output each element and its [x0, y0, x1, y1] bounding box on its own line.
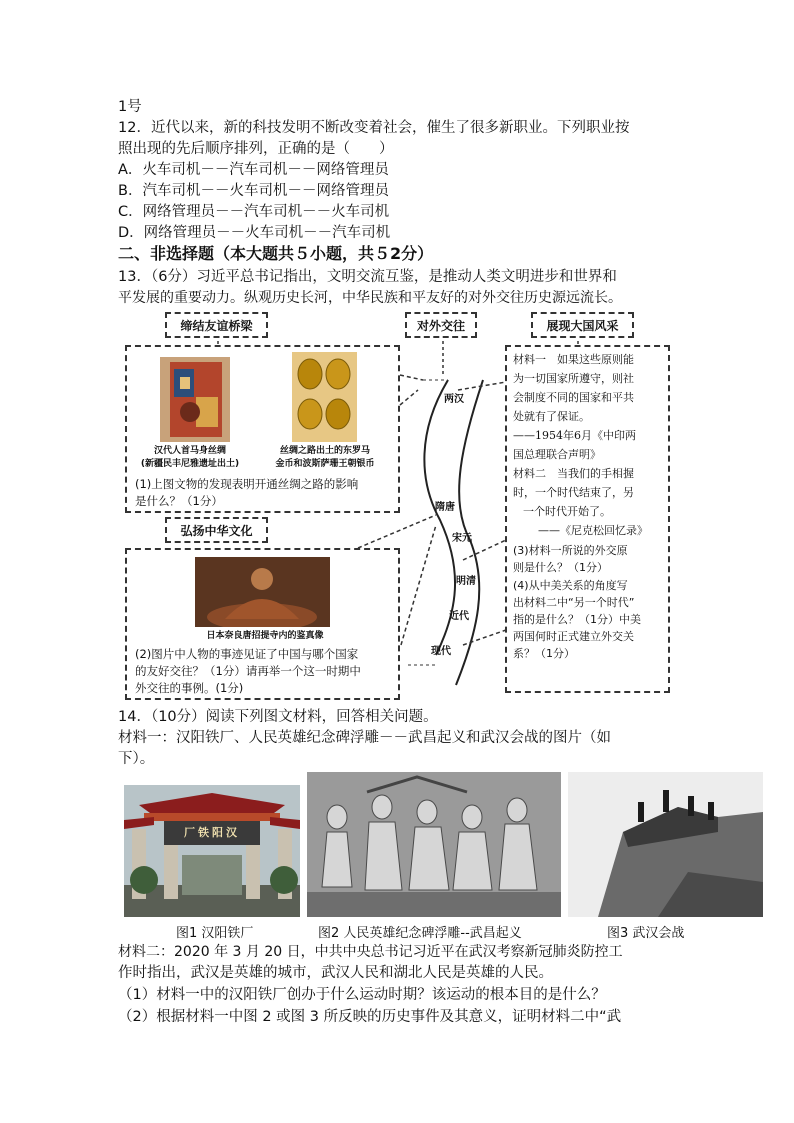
hanyang-ironworks-photo [124, 785, 300, 917]
q14-stem: 14．（10分）阅读下列图文材料，回答相关问题。 [118, 709, 438, 725]
figure2-caption: 图2 人民英雄纪念碑浮雕--武昌起义 [318, 926, 522, 941]
artifact2-caption: 丝绸之路出土的东罗马 金币和波斯萨珊王朝银币 [275, 446, 375, 469]
q13-stem-line1: 13．（6分）习近平总书记指出，文明交流互鉴，是推动人类文明进步和世界和 [118, 269, 617, 285]
monument-relief-photo [307, 772, 561, 917]
q12-stem-line1: 12．近代以来，新的科技发明不断改变着社会，催生了很多新职业。下列职业按 [118, 120, 630, 136]
q14-material2-line2: 作时指出，武汉是英雄的城市，武汉人民和湖北人民是英雄的人民。 [118, 965, 553, 981]
q12-option-b: B．汽车司机－－火车司机－－网络管理员 [118, 183, 389, 199]
q14-subquestion1: （1）材料一中的汉阳铁厂创办于什么运动时期？该运动的根本目的是什么？ [118, 987, 606, 1003]
q13-sub4: (4)从中美关系的角度写 出材料二中“另一个时代” 指的是什么？（1分）中美 两国何时正式建立外交关 系？（1分） [513, 579, 641, 660]
era-ming-qing: 明清 [456, 576, 476, 587]
q14-subquestion2: （2）根据材料一中图 2 或图 3 所反映的历史事件及其意义，证明材料二中“武 [118, 1009, 622, 1025]
statue-caption: 日本奈良唐招提寺内的鉴真像 [206, 631, 324, 641]
label-great-power-style: 展现大国风采 [531, 312, 634, 338]
q12-option-a: A．火车司机－－汽车司机－－网络管理员 [118, 162, 389, 178]
q12-option-d: D．网络管理员－－火车司机－－汽车司机 [118, 225, 391, 241]
jianzhen-statue-image [195, 557, 330, 627]
section-2-title: 二、非选择题（本大题共５小题，共５2分） [118, 244, 434, 263]
header-number: 1号 [118, 99, 142, 115]
label-friendship-bridge: 缔结友谊桥梁 [165, 312, 268, 338]
q12-stem-line2: 照出现的先后顺序排列，正确的是（ ） [118, 141, 394, 157]
q13-sub3: (3)材料一所说的外交原 则是什么？（1分） [513, 544, 628, 574]
q14-material1-line1: 材料一：汉阳铁厂、人民英雄纪念碑浮雕－－武昌起义和武汉会战的图片（如 [118, 730, 611, 746]
q12-option-c: C．网络管理员－－汽车司机－－火车司机 [118, 204, 390, 220]
era-modern: 近代 [449, 611, 469, 622]
label-foreign-exchange: 对外交往 [405, 312, 477, 338]
figure1-caption: 图1 汉阳铁厂 [176, 926, 254, 941]
era-song-yuan: 宋元 [452, 533, 472, 544]
label-chinese-culture: 弘扬中华文化 [165, 517, 268, 543]
era-sui-tang: 隋唐 [435, 502, 455, 513]
silk-textile-image [160, 357, 230, 442]
artifact1-caption: 汉代人首马身丝绸 (新疆民丰尼雅遗址出土) [140, 446, 240, 469]
diplomacy-materials: 材料一 如果这些原则能 为一切国家所遵守，则社 会制度不同的国家和平共 处就有了保证。 ——1954年6月《中印两 国总理联合声明》 材料二 当我们的手相握 时，一个时代结束了，另 一个时代开始了。 ——《尼克松回忆录》 [513, 353, 648, 537]
q13-sub2: (2)图片中人物的事迹见证了中国与哪个国家 的友好交往？（1分）请再举一个这一时期中 外交往的事例。(1分) [135, 647, 361, 695]
q14-material2-line1: 材料二：2020 年 3 月 20 日，中共中央总书记习近平在武汉考察新冠肺炎防控工 [118, 944, 623, 960]
q14-material1-line2: 下）。 [118, 751, 155, 767]
q13-stem-line2: 平发展的重要动力。纵观历史长河，中华民族和平友好的对外交往历史源远流长。 [118, 290, 622, 306]
q13-sub1: (1)上图文物的发现表明开通丝绸之路的影响 是什么？（1分） [135, 477, 359, 508]
era-contemporary: 现代 [431, 646, 451, 657]
gate-sign-text: 厂铁阳汉 [184, 826, 240, 839]
figure3-caption: 图3 武汉会战 [607, 926, 685, 941]
roman-persian-coins-image [292, 352, 357, 442]
era-han: 两汉 [444, 394, 464, 405]
wuhan-battle-photo [568, 772, 763, 917]
